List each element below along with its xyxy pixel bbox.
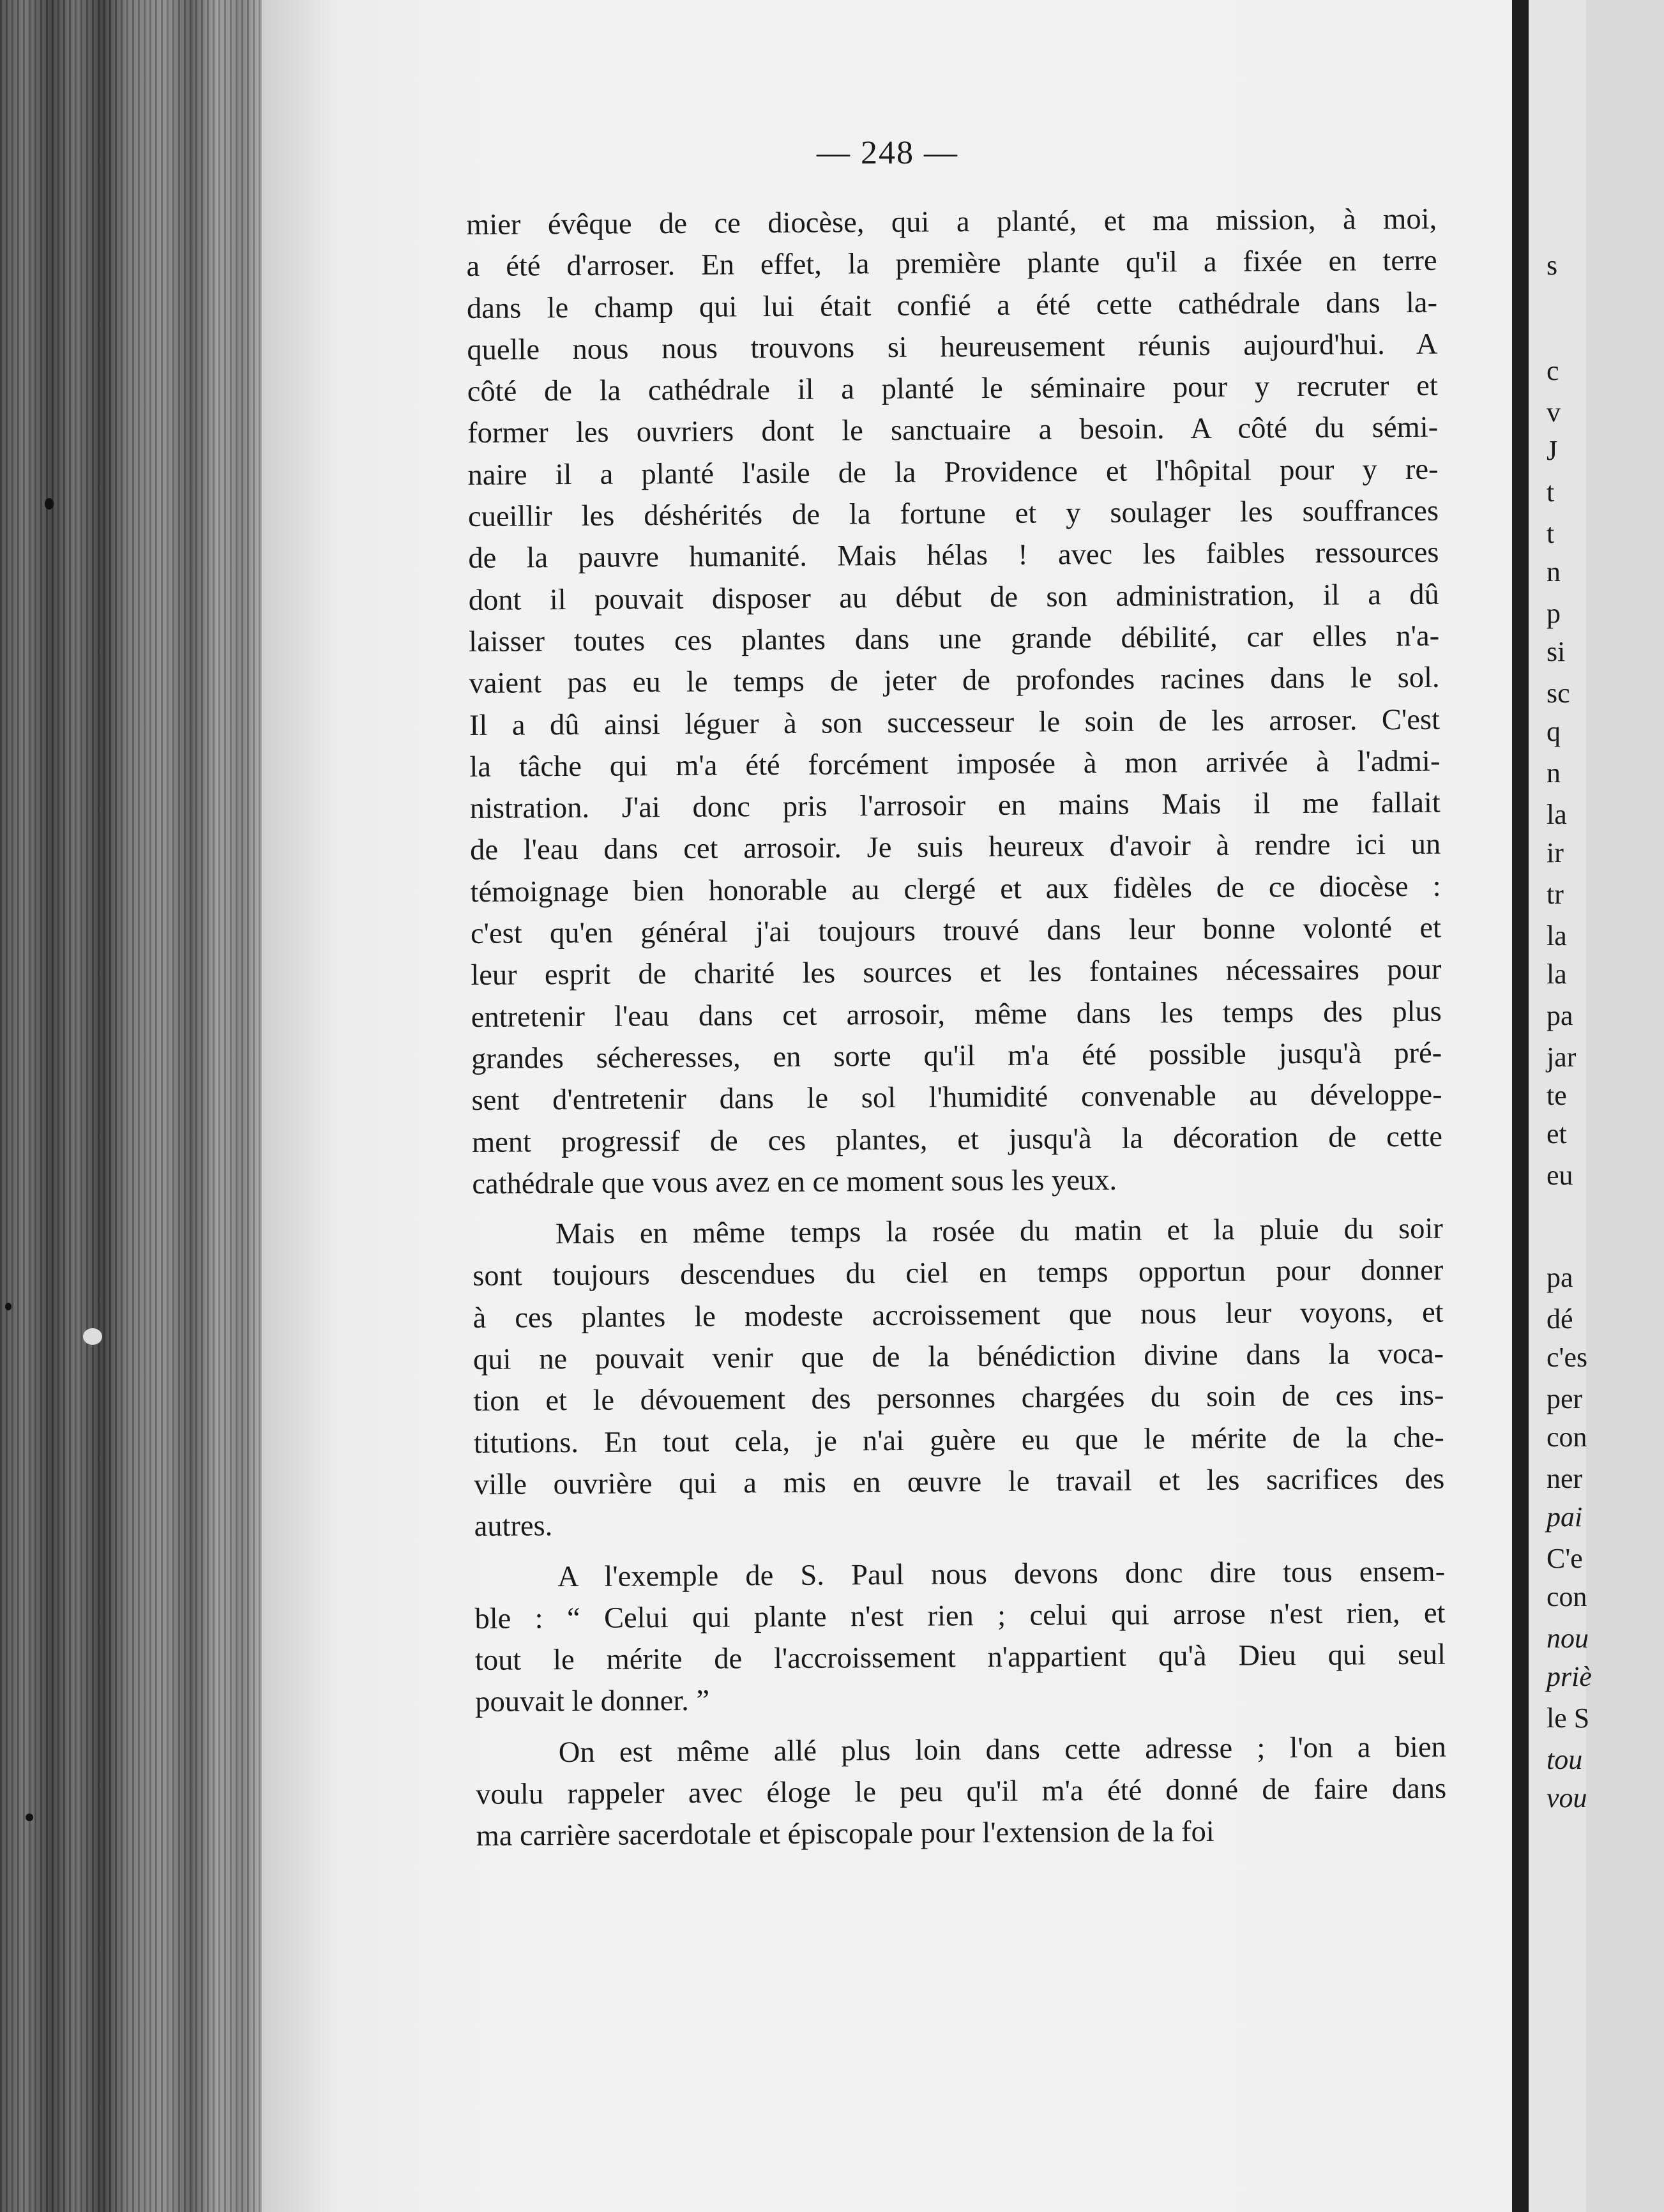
adjacent-page-text: nou <box>1547 1623 1589 1654</box>
adjacent-page-text: pa <box>1547 1262 1573 1293</box>
text-line: ment progressif de ces plantes, et jusqu'à la décoration de cette <box>471 1120 1443 1159</box>
page-fold-shadow <box>1512 0 1529 2212</box>
adjacent-page-text: q <box>1547 716 1561 747</box>
adjacent-page-text: le S <box>1547 1702 1590 1734</box>
adjacent-page-text: con <box>1547 1581 1587 1612</box>
adjacent-page-text: n <box>1547 556 1561 587</box>
text-line: On est même allé plus loin dans cette adresse ; l'on a bien <box>558 1731 1446 1769</box>
text-line: de la pauvre humanité. Mais hélas ! avec les faibles ressources <box>468 536 1439 575</box>
adjacent-page-text: dé <box>1547 1303 1573 1335</box>
text-line: titutions. En tout cela, je n'ai guère eu que le mérite de la che- <box>473 1421 1444 1460</box>
adjacent-page-text: la <box>1547 799 1567 830</box>
adjacent-page-text: tr <box>1547 879 1564 910</box>
adjacent-page-text: con <box>1547 1421 1587 1453</box>
text-line: entretenir l'eau dans cet arrosoir, même dans les temps des plus <box>471 995 1442 1034</box>
text-line: Il a dû ainsi léguer à son successeur le soin de les arroser. C'est <box>469 703 1441 742</box>
adjacent-page-text: eu <box>1547 1160 1573 1191</box>
adjacent-page-text: la <box>1547 958 1567 990</box>
book-gutter-edge <box>0 0 268 2212</box>
adjacent-page-text: si <box>1547 636 1566 667</box>
text-line: grandes sécheresses, en sorte qu'il m'a été possible jusqu'à pré- <box>471 1036 1442 1075</box>
adjacent-page-text: t <box>1547 518 1555 549</box>
text-line: pouvait le donner. ” <box>475 1685 710 1719</box>
text-line: dans le champ qui lui était confié a été cette cathédrale dans la- <box>466 286 1438 325</box>
text-line: ma carrière sacerdotale et épiscopale pour l'extension de la foi <box>476 1815 1214 1853</box>
text-line: témoignage bien honorable au clergé et aux fidèles de ce diocèse : <box>470 870 1441 909</box>
adjacent-page-text: ner <box>1547 1463 1583 1494</box>
text-line: cathédrale que vous avez en ce moment sous les yeux. <box>472 1163 1117 1201</box>
page-body-text <box>466 197 1664 1858</box>
adjacent-page-text: per <box>1547 1383 1583 1414</box>
adjacent-page-text: ir <box>1547 837 1564 868</box>
adjacent-page-fragment <box>1529 0 1592 2212</box>
adjacent-page-text: C'e <box>1547 1543 1583 1574</box>
adjacent-page-text: t <box>1547 476 1555 508</box>
adjacent-page-text: pai <box>1547 1501 1583 1533</box>
text-line: dont il pouvait disposer au début de son administration, il a dû <box>468 578 1439 617</box>
text-line: tout le mérite de l'accroissement n'appartient qu'à Dieu qui seul <box>474 1638 1446 1678</box>
scan-speck <box>83 1328 102 1345</box>
adjacent-page-text: c <box>1547 355 1559 386</box>
text-line: ville ouvrière qui a mis en œuvre le travail et les sacrifices des <box>474 1462 1445 1501</box>
adjacent-page-text: p <box>1547 598 1561 629</box>
adjacent-page-text: jar <box>1547 1042 1577 1073</box>
adjacent-page-text: v <box>1547 397 1561 428</box>
adjacent-page-text: priè <box>1547 1661 1592 1692</box>
text-line: tion et le dévouement des personnes chargées du soin de ces ins- <box>473 1379 1444 1418</box>
text-line: ble : “ Celui qui plante n'est rien ; celui qui arrose n'est rien, et <box>474 1596 1446 1635</box>
text-line: voulu rappeler avec éloge le peu qu'il m'a été donné de faire dans <box>476 1772 1447 1811</box>
text-line: a été d'arroser. En effet, la première plante qu'il a fixée en terre <box>466 245 1437 284</box>
adjacent-page-text: vou <box>1547 1782 1587 1814</box>
book-page <box>262 0 1513 2212</box>
text-line: la tâche qui m'a été forcément imposée à mon arrivée à l'admi- <box>469 745 1441 784</box>
text-line: autres. <box>474 1510 553 1543</box>
scan-speck <box>45 498 54 510</box>
text-line: qui ne pouvait venir que de la bénédiction divine dans la voca- <box>473 1337 1444 1376</box>
text-line: sent d'entretenir dans le sol l'humidité convenable au développe- <box>471 1078 1442 1117</box>
text-line: sont toujours descendues du ciel en temps opportun pour donner <box>473 1254 1444 1293</box>
text-line: mier évêque de ce diocèse, qui a planté, et ma mission, à moi, <box>466 202 1437 241</box>
adjacent-page-text: tou <box>1547 1744 1583 1775</box>
adjacent-page-text: c'es <box>1547 1342 1588 1373</box>
text-line: A l'exemple de S. Paul nous devons donc dire tous ensem- <box>557 1555 1446 1593</box>
text-line: à ces plantes le modeste accroissement que nous leur voyons, et <box>473 1296 1444 1335</box>
adjacent-page-text: s <box>1547 250 1558 281</box>
text-line: Mais en même temps la rosée du matin et la pluie du soir <box>555 1212 1443 1251</box>
page-number: — 248 — <box>817 135 958 171</box>
adjacent-page-text: n <box>1547 757 1561 789</box>
text-line: former les ouvriers dont le sanctuaire a besoin. A côté du sémi- <box>467 411 1439 450</box>
text-line: côté de la cathédrale il a planté le séminaire pour y recruter et <box>467 369 1438 409</box>
adjacent-page-text: J <box>1547 435 1558 466</box>
text-line: de l'eau dans cet arrosoir. Je suis heureux d'avoir à rendre ici un <box>470 828 1441 867</box>
text-line: leur esprit de charité les sources et les fontaines nécessaires pour <box>471 953 1442 992</box>
text-line: laisser toutes ces plantes dans une grande débilité, car elles n'a- <box>469 619 1440 658</box>
adjacent-page-text: la <box>1547 920 1567 951</box>
text-line: nistration. J'ai donc pris l'arrosoir en mains Mais il me fallait <box>469 786 1441 826</box>
scan-speck <box>26 1814 33 1821</box>
adjacent-page-text: et <box>1547 1118 1567 1149</box>
text-line: cueillir les déshérités de la fortune et y soulager les souffrances <box>467 494 1439 534</box>
adjacent-page-text: sc <box>1547 678 1570 709</box>
adjacent-page-text: pa <box>1547 1000 1573 1031</box>
adjacent-page-text: te <box>1547 1080 1567 1111</box>
scan-speck <box>5 1303 11 1310</box>
text-line: quelle nous nous trouvons si heureusement réunis aujourd'hui. A <box>467 328 1438 367</box>
text-line: naire il a planté l'asile de la Providence et l'hôpital pour y re- <box>467 453 1439 492</box>
text-line: c'est qu'en général j'ai toujours trouvé dans leur bonne volonté et <box>470 911 1442 951</box>
text-line: vaient pas eu le temps de jeter de profondes racines dans le sol. <box>469 661 1440 701</box>
